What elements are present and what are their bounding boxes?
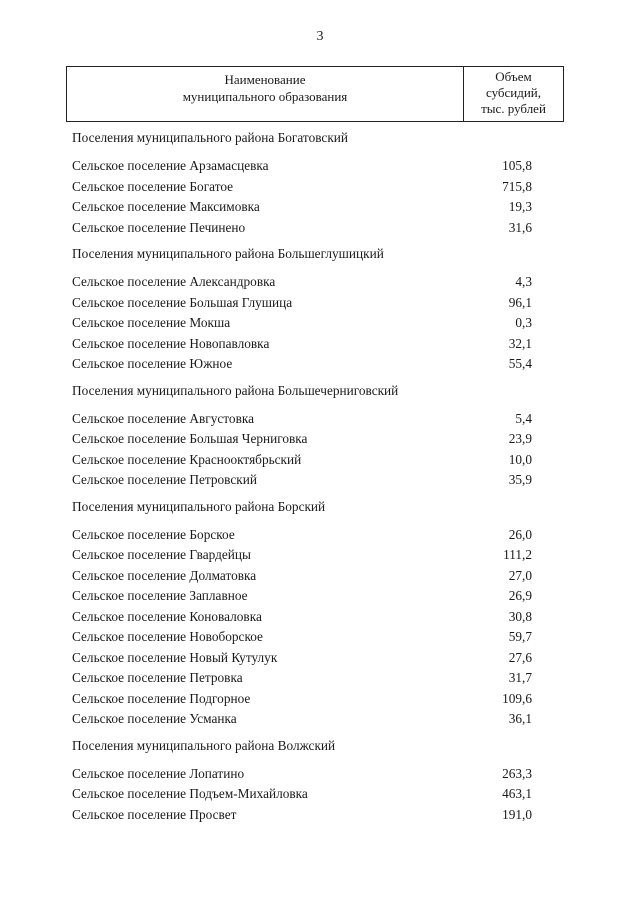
settlement-name: Сельское поселение Лопатино xyxy=(72,765,245,781)
table-row xyxy=(72,784,532,805)
subsidy-value: 5,4 xyxy=(515,410,532,426)
subsidy-value: 111,2 xyxy=(503,547,532,562)
table-row xyxy=(72,648,532,669)
settlement-name: Сельское поселение Мокша xyxy=(72,315,231,330)
settlement-name: Сельское поселение Большая Глушица xyxy=(72,294,293,310)
table-row xyxy=(72,627,532,648)
table-row xyxy=(72,197,532,218)
table-row xyxy=(72,607,532,628)
subsidy-value: 26,9 xyxy=(508,588,532,603)
subsidy-value: 10,0 xyxy=(508,451,532,467)
table-row xyxy=(72,354,532,375)
page-number: 3 xyxy=(316,29,324,44)
subsidy-value: 715,8 xyxy=(502,178,532,194)
table-row xyxy=(72,429,532,450)
settlement-name: Сельское поселение Гвардейцы xyxy=(72,547,251,562)
header-name-cell xyxy=(67,67,464,121)
table-row xyxy=(72,470,532,491)
table-body xyxy=(72,128,532,831)
subsidy-value: 31,7 xyxy=(508,670,532,685)
district-title: Поселения муниципального района Борский xyxy=(72,498,326,514)
settlement-name: Сельское поселение Печинено xyxy=(72,219,246,235)
table-row xyxy=(72,177,532,198)
district-title: Поселения муниципального района Большечерниговский xyxy=(72,382,399,398)
header-name-line2: муниципального образования xyxy=(182,89,348,104)
table-row xyxy=(72,525,532,546)
settlement-name: Сельское поселение Августовка xyxy=(72,410,255,426)
settlement-name: Сельское поселение Долматовка xyxy=(72,567,257,583)
table-row xyxy=(72,566,532,587)
subsidy-value: 26,0 xyxy=(508,526,532,542)
subsidy-value: 105,8 xyxy=(502,158,532,173)
table-row xyxy=(72,218,532,239)
table-row xyxy=(72,156,532,177)
district-group xyxy=(72,497,532,730)
subsidy-value: 4,3 xyxy=(515,274,532,289)
subsidy-value: 23,9 xyxy=(508,431,532,446)
header-vol-line3: тыс. рублей xyxy=(481,101,546,116)
settlement-name: Сельское поселение Коноваловка xyxy=(72,608,262,624)
header-vol-line1: Объем xyxy=(495,69,532,84)
table-row xyxy=(72,545,532,566)
settlement-name: Сельское поселение Максимовка xyxy=(72,199,260,214)
settlement-name: Сельское поселение Южное xyxy=(72,356,233,371)
subsidy-value: 32,1 xyxy=(508,335,532,351)
district-group xyxy=(72,381,532,491)
settlement-name: Сельское поселение Александровка xyxy=(72,274,276,289)
settlement-name: Сельское поселение Подгорное xyxy=(72,690,251,706)
subsidy-value: 263,3 xyxy=(502,765,532,781)
subsidy-value: 31,6 xyxy=(508,219,532,235)
settlement-name: Сельское поселение Борское xyxy=(72,526,235,542)
settlement-name: Сельское поселение Усманка xyxy=(72,711,237,726)
settlement-name: Сельское поселение Богатое xyxy=(72,178,234,194)
district-group xyxy=(72,736,532,826)
subsidy-value: 55,4 xyxy=(508,356,532,371)
settlement-name: Сельское поселение Петровка xyxy=(72,670,243,685)
subsidy-value: 0,3 xyxy=(515,315,532,330)
header-vol-line2: субсидий, xyxy=(485,85,542,100)
header-volume-cell xyxy=(464,67,563,121)
district-title: Поселения муниципального района Богатовский xyxy=(72,130,349,145)
settlement-name: Сельское поселение Арзамасцевка xyxy=(72,158,269,173)
settlement-name: Сельское поселение Новый Кутулук xyxy=(72,649,278,665)
subsidy-value: 27,0 xyxy=(508,567,532,583)
settlement-name: Сельское поселение Новопавловка xyxy=(72,335,270,351)
district-group xyxy=(72,244,532,375)
subsidy-value: 59,7 xyxy=(508,629,532,644)
settlement-name: Сельское поселение Новоборское xyxy=(72,629,263,644)
table-header xyxy=(66,66,564,122)
table-row xyxy=(72,709,532,730)
settlement-name: Сельское поселение Большая Черниговка xyxy=(72,431,308,446)
subsidy-value: 109,6 xyxy=(502,690,532,706)
district-group xyxy=(72,128,532,238)
table-row xyxy=(72,689,532,710)
district-title: Поселения муниципального района Волжский xyxy=(72,737,336,753)
subsidy-value: 19,3 xyxy=(508,199,532,214)
settlement-name: Сельское поселение Просвет xyxy=(72,806,237,822)
table-row xyxy=(72,764,532,785)
table-row xyxy=(72,450,532,471)
table-row xyxy=(72,586,532,607)
settlement-name: Сельское поселение Подъем-Михайловка xyxy=(72,786,308,801)
table-row xyxy=(72,409,532,430)
subsidy-value: 30,8 xyxy=(508,608,532,624)
subsidy-value: 191,0 xyxy=(502,806,532,822)
table-row xyxy=(72,293,532,314)
subsidy-value: 27,6 xyxy=(508,649,532,665)
table-row xyxy=(72,668,532,689)
settlement-name: Сельское поселение Заплавное xyxy=(72,588,248,603)
subsidy-value: 463,1 xyxy=(502,786,532,801)
table-row xyxy=(72,272,532,293)
settlement-name: Сельское поселение Петровский xyxy=(72,472,257,487)
table-row xyxy=(72,334,532,355)
table-row xyxy=(72,805,532,826)
table-row xyxy=(72,313,532,334)
district-title: Поселения муниципального района Большеглушицкий xyxy=(72,246,384,261)
subsidy-value: 36,1 xyxy=(508,711,532,726)
subsidy-value: 35,9 xyxy=(508,472,532,487)
header-name-line1: Наименование xyxy=(224,72,306,87)
subsidy-value: 96,1 xyxy=(508,294,532,310)
settlement-name: Сельское поселение Краснооктябрьский xyxy=(72,451,302,467)
